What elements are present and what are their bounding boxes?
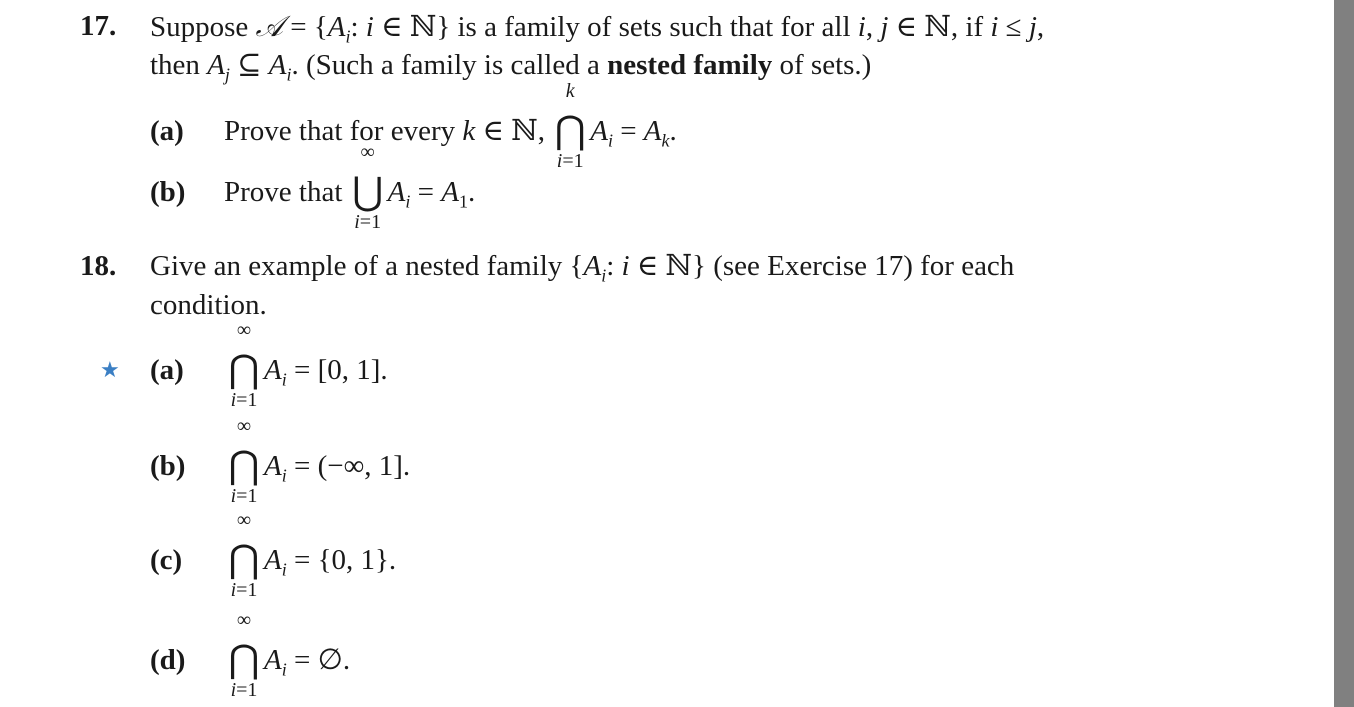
index-i: i (556, 150, 563, 172)
lower-limit (210, 580, 278, 600)
sub-1: 1 (458, 191, 468, 212)
index-start: =1 (562, 150, 584, 172)
var-A: A (387, 176, 406, 208)
text: . (Such a family is called a (291, 49, 608, 81)
intersection-symbol: ⋂ (228, 639, 260, 681)
exercise-17-line-1 (150, 8, 1044, 45)
part-17b-statement (224, 141, 476, 233)
vertical-scrollbar[interactable] (1334, 0, 1354, 707)
sub-i: i (607, 130, 613, 151)
sub-i: i (281, 659, 287, 680)
lower-limit (536, 151, 604, 171)
sub-i: i (405, 191, 411, 212)
intersection-operator (228, 609, 260, 701)
text: = { (282, 11, 328, 43)
var-i: i (621, 250, 630, 282)
intersection-operator (228, 319, 260, 411)
exercise-18-number: 18. (80, 250, 117, 282)
upper-limit: ∞ (236, 509, 252, 531)
part-18a-label: (a) (150, 354, 184, 386)
index-start: =1 (359, 211, 382, 233)
text: = (612, 115, 644, 147)
exercise-18-line-1 (150, 248, 1014, 284)
text: : (350, 11, 366, 43)
text: . (669, 115, 677, 147)
var-k: k (462, 115, 476, 147)
index-start: =1 (236, 679, 258, 701)
sub-i: i (601, 265, 607, 286)
text: Give an example of a nested family { (150, 250, 584, 282)
var-A: A (264, 354, 282, 386)
part-18b-label: (b) (150, 450, 186, 482)
sub-k: k (661, 130, 670, 151)
rhs: = {0, 1}. (286, 544, 397, 576)
sub-i: i (281, 369, 287, 390)
text: Prove that for every (224, 115, 463, 147)
index-start: =1 (236, 485, 258, 507)
intersection-operator (228, 509, 260, 601)
index-i: i (230, 389, 237, 411)
var-A: A (268, 49, 287, 81)
upper-limit: ∞ (360, 141, 375, 163)
index-start: =1 (236, 389, 258, 411)
exercise-18-line-2: condition. (150, 289, 267, 321)
intersection-symbol: ⋂ (228, 349, 260, 391)
exercise-17-number: 17. (80, 10, 117, 42)
rhs: = ∅. (286, 644, 351, 676)
intersection-symbol: ⋂ (228, 539, 260, 581)
var-i: i (365, 11, 374, 43)
family-symbol: 𝒜 (255, 9, 283, 43)
intersection-symbol: ⋂ (554, 110, 586, 152)
text: ⊆ (229, 49, 269, 81)
upper-limit: ∞ (236, 319, 252, 341)
sub-j: j (224, 64, 230, 85)
union-operator (352, 141, 384, 233)
part-18a-statement (226, 319, 388, 411)
index-i: i (354, 211, 360, 233)
var-j: j (1028, 11, 1037, 43)
part-17a-label: (a) (150, 115, 184, 147)
index-i: i (230, 579, 237, 601)
intersection-operator (228, 415, 260, 507)
lower-limit (210, 680, 278, 700)
sub-i: i (281, 559, 287, 580)
exercise-17-line-2 (150, 47, 871, 83)
text: Prove that (224, 176, 350, 208)
text: of sets.) (772, 49, 872, 81)
term-nested-family: nested family (607, 49, 773, 81)
text: then (150, 49, 208, 81)
part-18c-statement (226, 509, 397, 601)
part-18d-statement (226, 609, 351, 701)
var-A: A (207, 49, 225, 81)
star-icon: ★ (100, 357, 120, 382)
var-A: A (583, 250, 602, 282)
part-18c-label: (c) (150, 544, 183, 576)
part-18d-label: (d) (150, 644, 186, 676)
text: ≤ (998, 11, 1029, 43)
var-j: j (880, 11, 889, 43)
var-A: A (643, 115, 662, 147)
var-A: A (590, 115, 608, 147)
text: : (606, 250, 622, 282)
text: Suppose (150, 11, 256, 43)
text: ∈ ℕ} (see Exercise 17) for each (629, 250, 1015, 282)
intersection-operator (554, 80, 586, 172)
union-symbol: ⋃ (352, 171, 384, 213)
text: ∈ ℕ, (475, 115, 553, 147)
var-A: A (264, 450, 282, 482)
text: , (1036, 11, 1045, 43)
part-18b-statement (226, 415, 411, 507)
upper-limit: ∞ (236, 609, 252, 631)
text: ∈ ℕ} is a family of sets such that for all (373, 11, 858, 43)
lower-limit (210, 390, 278, 410)
var-A: A (327, 11, 346, 43)
part-17a-statement (224, 80, 677, 172)
index-i: i (230, 485, 237, 507)
lower-limit (210, 486, 278, 506)
text: , (865, 11, 881, 43)
var-i: i (990, 11, 999, 43)
rhs: = (−∞, 1]. (286, 450, 411, 482)
lower-limit (334, 212, 402, 232)
text: = (410, 176, 442, 208)
var-i: i (857, 11, 866, 43)
sub-i: i (286, 64, 292, 85)
var-A: A (441, 176, 459, 208)
sub-i: i (345, 26, 351, 47)
upper-limit: ∞ (236, 415, 252, 437)
sub-i: i (281, 465, 287, 486)
text: . (467, 176, 476, 208)
intersection-symbol: ⋂ (228, 445, 260, 487)
text: ∈ ℕ, if (888, 11, 991, 43)
upper-limit: k (565, 80, 575, 102)
part-17b-label: (b) (150, 176, 186, 208)
var-A: A (264, 644, 282, 676)
index-i: i (230, 679, 237, 701)
var-A: A (264, 544, 282, 576)
rhs: = [0, 1]. (286, 354, 388, 386)
index-start: =1 (236, 579, 258, 601)
